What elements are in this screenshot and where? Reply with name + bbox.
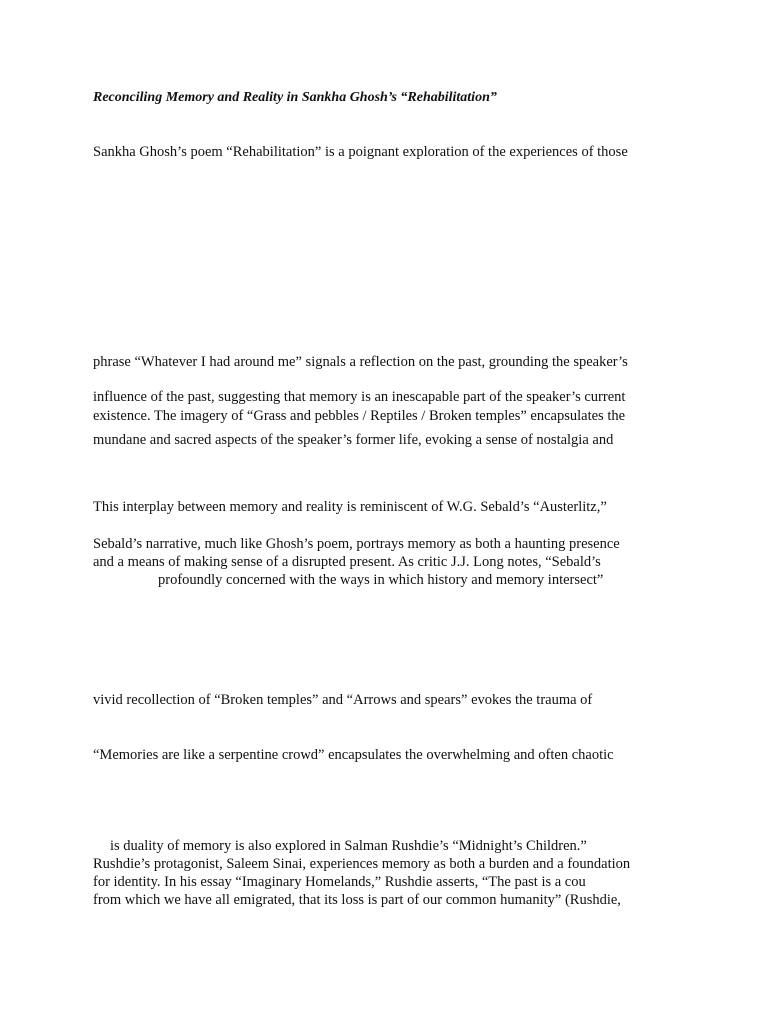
paragraph-line: for identity. In his essay “Imaginary Homelands,” Rushdie asserts, “The past is a cou [93,874,586,890]
paragraph-line: “Memories are like a serpentine crowd” encapsulates the overwhelming and often chaotic [93,747,614,763]
paragraph-line: existence. The imagery of “Grass and pebbles / Reptiles / Broken temples” encapsulates the [93,408,626,424]
paragraph-line: Rushdie’s protagonist, Saleem Sinai, experiences memory as both a burden and a foundation [93,856,631,872]
document-title: Reconciling Memory and Reality in Sankha Ghosh’s “Rehabilitation” [93,90,497,105]
indented-quote-line: profoundly concerned with the ways in which history and memory intersect” [158,572,604,588]
paragraph-line: phrase “Whatever I had around me” signals a reflection on the past, grounding the speaker’s [93,354,628,370]
paragraph-line: This interplay between memory and reality is reminiscent of W.G. Sebald’s “Austerlitz,” [93,499,607,515]
paragraph-line: and a means of making sense of a disrupted present. As critic J.J. Long notes, “Sebald’s [93,554,601,570]
paragraph-line: influence of the past, suggesting that memory is an inescapable part of the speaker’s current [93,389,626,405]
paragraph-line: is duality of memory is also explored in Salman Rushdie’s “Midnight’s Children.” [110,838,587,854]
paragraph-line: mundane and sacred aspects of the speaker’s former life, evoking a sense of nostalgia and [93,432,614,448]
paragraph-line: Sankha Ghosh’s poem “Rehabilitation” is a poignant exploration of the experiences of those [93,144,628,160]
paragraph-line: from which we have all emigrated, that its loss is part of our common humanity” (Rushdie, [93,892,621,908]
paragraph-line: Sebald’s narrative, much like Ghosh’s poem, portrays memory as both a haunting presence [93,536,620,552]
paragraph-line: vivid recollection of “Broken temples” and “Arrows and spears” evokes the trauma of [93,692,593,708]
